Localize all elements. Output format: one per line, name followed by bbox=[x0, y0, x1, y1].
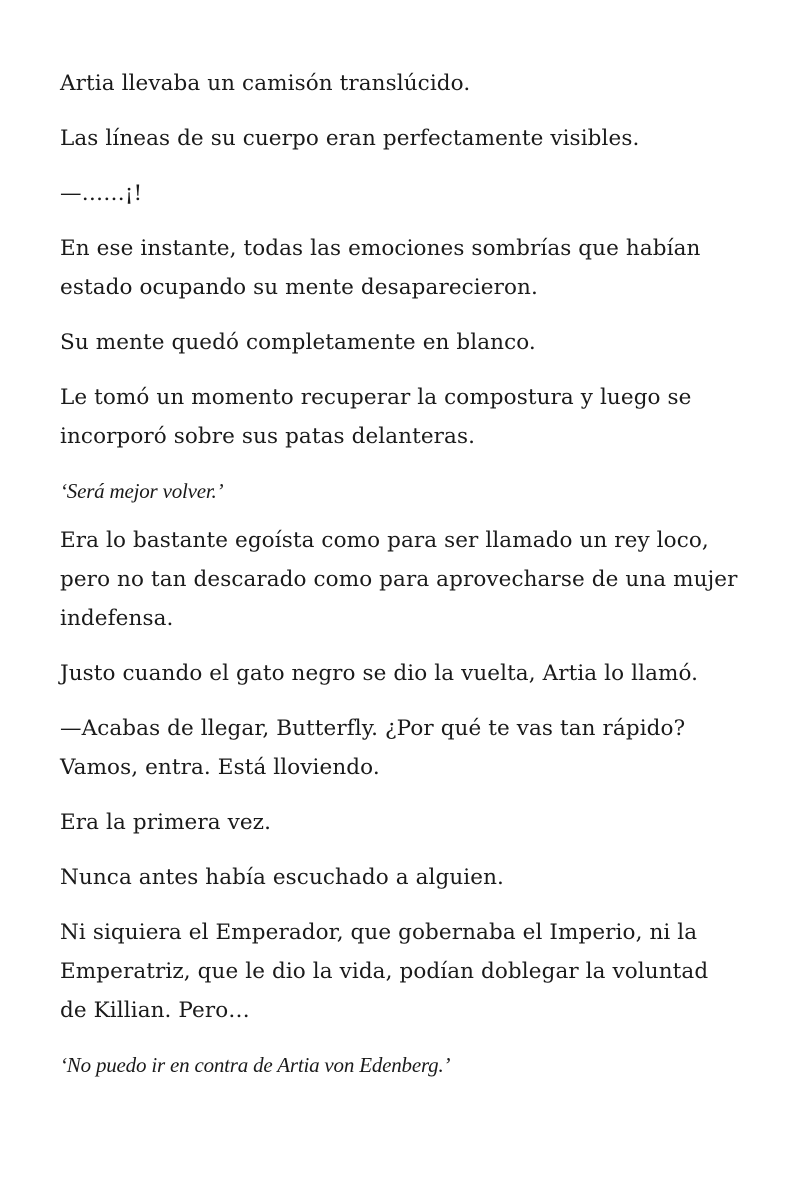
paragraph: —……¡! bbox=[60, 181, 143, 206]
paragraph: Su mente quedó completamente en blanco. bbox=[60, 330, 536, 355]
inner-thought: ‘No puedo ir en contra de Artia von Edenberg.’ bbox=[60, 1053, 451, 1077]
paragraph: —Acabas de llegar, Butterfly. ¿Por qué te vas tan rápido? Vamos, entra. Está lloviendo. bbox=[60, 716, 686, 780]
paragraph: Nunca antes había escuchado a alguien. bbox=[60, 865, 504, 890]
paragraph: Ni siquiera el Emperador, que gobernaba el Imperio, ni la Emperatriz, que le dio la vida, podían doblegar la voluntad de Killian. Pero… bbox=[60, 920, 709, 1023]
paragraph: Le tomó un momento recuperar la compostura y luego se incorporó sobre sus patas delanteras. bbox=[60, 385, 692, 449]
paragraph: Artia llevaba un camisón translúcido. bbox=[60, 71, 471, 96]
text-body bbox=[60, 64, 740, 1095]
paragraph: Era lo bastante egoísta como para ser llamado un rey loco, pero no tan descarado como para aprovecharse de una mujer indefensa. bbox=[60, 528, 738, 631]
paragraph: Justo cuando el gato negro se dio la vuelta, Artia lo llamó. bbox=[60, 661, 699, 686]
paragraph: Las líneas de su cuerpo eran perfectamente visibles. bbox=[60, 126, 640, 151]
paragraph: En ese instante, todas las emociones sombrías que habían estado ocupando su mente desaparecieron. bbox=[60, 236, 701, 300]
paragraph: Era la primera vez. bbox=[60, 810, 272, 835]
inner-thought: ‘Será mejor volver.’ bbox=[60, 479, 224, 503]
